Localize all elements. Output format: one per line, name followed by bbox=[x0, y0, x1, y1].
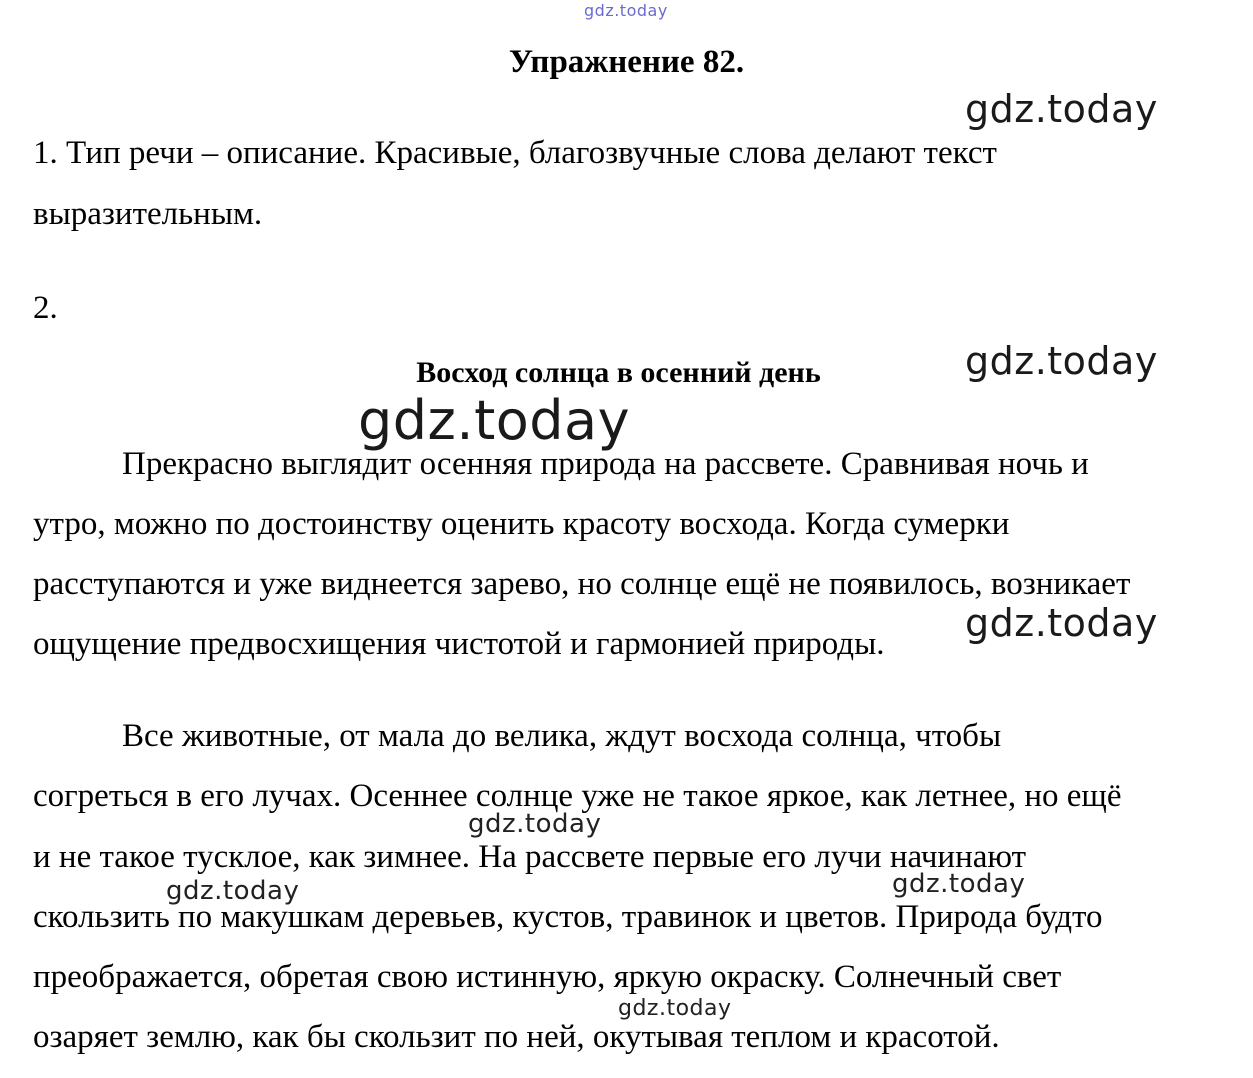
watermark-center-large: gdz.today bbox=[358, 389, 631, 452]
watermark-lower-left: gdz.today bbox=[166, 876, 300, 906]
part1-line-1: 1. Тип речи – описание. Красивые, благозвучные слова делают текст bbox=[33, 135, 997, 171]
paragraph2-line-4: скользить по макушкам деревьев, кустов, травинок и цветов. Природа будто bbox=[33, 899, 1103, 935]
part1-line-2: выразительным. bbox=[33, 196, 263, 232]
paragraph2-line-2: согреться в его лучах. Осеннее солнце уже не такое яркое, как летнее, но ещё bbox=[33, 778, 1122, 814]
paragraph2-line-6: озаряет землю, как бы скользит по ней, окутывая теплом и красотой. bbox=[33, 1019, 1000, 1055]
watermark-lower-right: gdz.today bbox=[892, 869, 1026, 899]
paragraph1-line-2: утро, можно по достоинству оценить красоту восхода. Когда сумерки bbox=[33, 506, 1010, 542]
watermark-lower-center: gdz.today bbox=[468, 809, 602, 839]
watermark-middle-right: gdz.today bbox=[965, 601, 1158, 645]
paragraph1-line-4: ощущение предвосхищения чистотой и гармонией природы. bbox=[33, 626, 885, 662]
part2-number: 2. bbox=[33, 290, 58, 326]
story-heading: Восход солнца в осенний день bbox=[416, 356, 821, 389]
paragraph2-line-3: и не такое тусклое, как зимнее. На рассвете первые его лучи начинают bbox=[33, 839, 1027, 875]
watermark-bottom: gdz.today bbox=[618, 996, 732, 1021]
paragraph1-line-3: расступаются и уже виднеется зарево, но солнце ещё не появилось, возникает bbox=[33, 566, 1131, 602]
watermark-top: gdz.today bbox=[584, 1, 668, 20]
paragraph2-line-1: Все животные, от мала до велика, ждут восхода солнца, чтобы bbox=[122, 718, 1002, 754]
watermark-upper-right: gdz.today bbox=[965, 87, 1158, 131]
paragraph1-line-1: Прекрасно выглядит осенняя природа на рассвете. Сравнивая ночь и bbox=[122, 446, 1089, 482]
watermark-heading-right: gdz.today bbox=[965, 339, 1158, 383]
exercise-title: Упражнение 82. bbox=[508, 44, 745, 80]
paragraph2-line-5: преображается, обретая свою истинную, яркую окраску. Солнечный свет bbox=[33, 959, 1062, 995]
